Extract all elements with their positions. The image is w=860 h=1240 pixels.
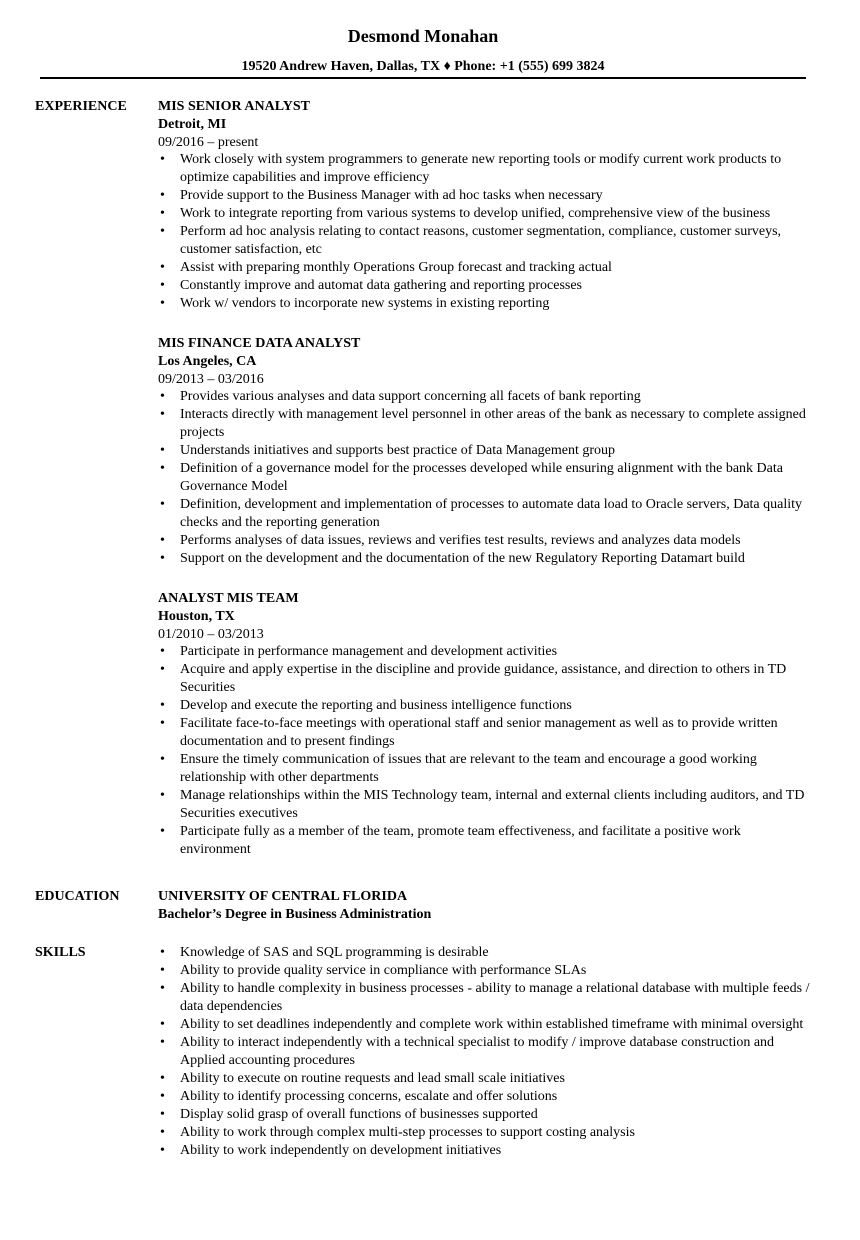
job-bullet: • Work to integrate reporting from various systems to develop unified, comprehensive view of the business [158, 205, 813, 223]
job-bullet: • Performs analyses of data issues, reviews and verifies test results, reviews and analyzes data models [158, 532, 813, 550]
job-bullet: • Perform ad hoc analysis relating to contact reasons, customer segmentation, compliance, customer surveys, customer satisfaction, etc [158, 223, 813, 259]
skill-item: • Display solid grasp of overall functions of businesses supported [158, 1106, 813, 1124]
education-body [158, 888, 813, 924]
job-bullets [158, 643, 813, 859]
skill-item: • Ability to execute on routine requests and lead small scale initiatives [158, 1070, 813, 1088]
job-bullet: • Provides various analyses and data support concerning all facets of bank reporting [158, 388, 813, 406]
job-bullet: • Facilitate face-to-face meetings with operational staff and senior management as well as to provide written documentation and to present findings [158, 715, 813, 751]
job-bullets [158, 388, 813, 568]
job-bullet: • Understands initiatives and supports best practice of Data Management group [158, 442, 813, 460]
skill-item: • Ability to set deadlines independently and complete work within established timeframe with minimal oversight [158, 1016, 813, 1034]
experience-heading: EXPERIENCE [35, 99, 127, 114]
job-dates: 09/2013 – 03/2016 [158, 372, 264, 387]
candidate-name: Desmond Monahan [347, 26, 499, 46]
job-bullet: • Definition of a governance model for the processes developed while ensuring alignment with the bank Data Governance Model [158, 460, 813, 496]
job-entry [158, 590, 813, 859]
job-bullet: • Constantly improve and automat data gathering and reporting processes [158, 277, 813, 295]
job-bullet: • Ensure the timely communication of issues that are relevant to the team and encourage a good working relationship with other departments [158, 751, 813, 787]
contact-line: 19520 Andrew Haven, Dallas, TX ♦ Phone: +1 (555) 699 3824 [241, 59, 605, 74]
job-bullet: • Develop and execute the reporting and business intelligence functions [158, 697, 813, 715]
job-bullet: • Interacts directly with management level personnel in other areas of the bank as necessary to complete assigned projects [158, 406, 813, 442]
job-bullet: • Support on the development and the documentation of the new Regulatory Reporting Datamart build [158, 550, 813, 568]
job-bullet: • Definition, development and implementation of processes to automate data load to Oracle servers, Data quality checks and the reporting generation [158, 496, 813, 532]
job-bullet: • Provide support to the Business Manager with ad hoc tasks when necessary [158, 187, 813, 205]
job-bullet: • Assist with preparing monthly Operations Group forecast and tracking actual [158, 259, 813, 277]
skill-item: • Ability to work independently on development initiatives [158, 1142, 813, 1160]
job-bullet: • Acquire and apply expertise in the discipline and provide guidance, assistance, and direction to others in TD Securities [158, 661, 813, 697]
job-entry [158, 98, 813, 313]
resume-header [40, 24, 806, 76]
education-heading: EDUCATION [35, 889, 120, 904]
job-dates: 01/2010 – 03/2013 [158, 627, 264, 642]
skills-list [158, 944, 813, 1160]
job-title: ANALYST MIS TEAM [158, 591, 299, 606]
experience-body [158, 98, 813, 881]
job-dates: 09/2016 – present [158, 135, 259, 150]
skill-item: • Ability to provide quality service in compliance with performance SLAs [158, 962, 813, 980]
header-divider [40, 77, 806, 79]
skill-item: • Ability to identify processing concerns, escalate and offer solutions [158, 1088, 813, 1106]
job-title: MIS FINANCE DATA ANALYST [158, 336, 361, 351]
job-bullet: • Work closely with system programmers to generate new reporting tools or modify current work products to optimize capabilities and improve efficiency [158, 151, 813, 187]
skill-item: • Ability to interact independently with a technical specialist to modify / improve database construction and Applied accounting procedures [158, 1034, 813, 1070]
school-name: UNIVERSITY OF CENTRAL FLORIDA [158, 889, 408, 904]
skill-item: • Ability to work through complex multi-step processes to support costing analysis [158, 1124, 813, 1142]
job-title: MIS SENIOR ANALYST [158, 99, 310, 114]
skill-item: • Ability to handle complexity in business processes - ability to manage a relational database with multiple feeds / data dependencies [158, 980, 813, 1016]
job-bullet: • Participate in performance management and development activities [158, 643, 813, 661]
job-entry [158, 335, 813, 568]
job-bullet: • Work w/ vendors to incorporate new systems in existing reporting [158, 295, 813, 313]
skill-item: • Knowledge of SAS and SQL programming is desirable [158, 944, 813, 962]
skills-heading: SKILLS [35, 945, 86, 960]
job-location: Detroit, MI [158, 117, 227, 132]
job-location: Los Angeles, CA [158, 354, 257, 369]
degree: Bachelor’s Degree in Business Administration [158, 907, 432, 922]
job-bullet: • Participate fully as a member of the team, promote team effectiveness, and facilitate a positive work environment [158, 823, 813, 859]
job-location: Houston, TX [158, 609, 235, 624]
job-bullet: • Manage relationships within the MIS Technology team, internal and external clients including auditors, and TD Securities executives [158, 787, 813, 823]
job-bullets [158, 151, 813, 313]
skills-body [158, 944, 813, 1160]
